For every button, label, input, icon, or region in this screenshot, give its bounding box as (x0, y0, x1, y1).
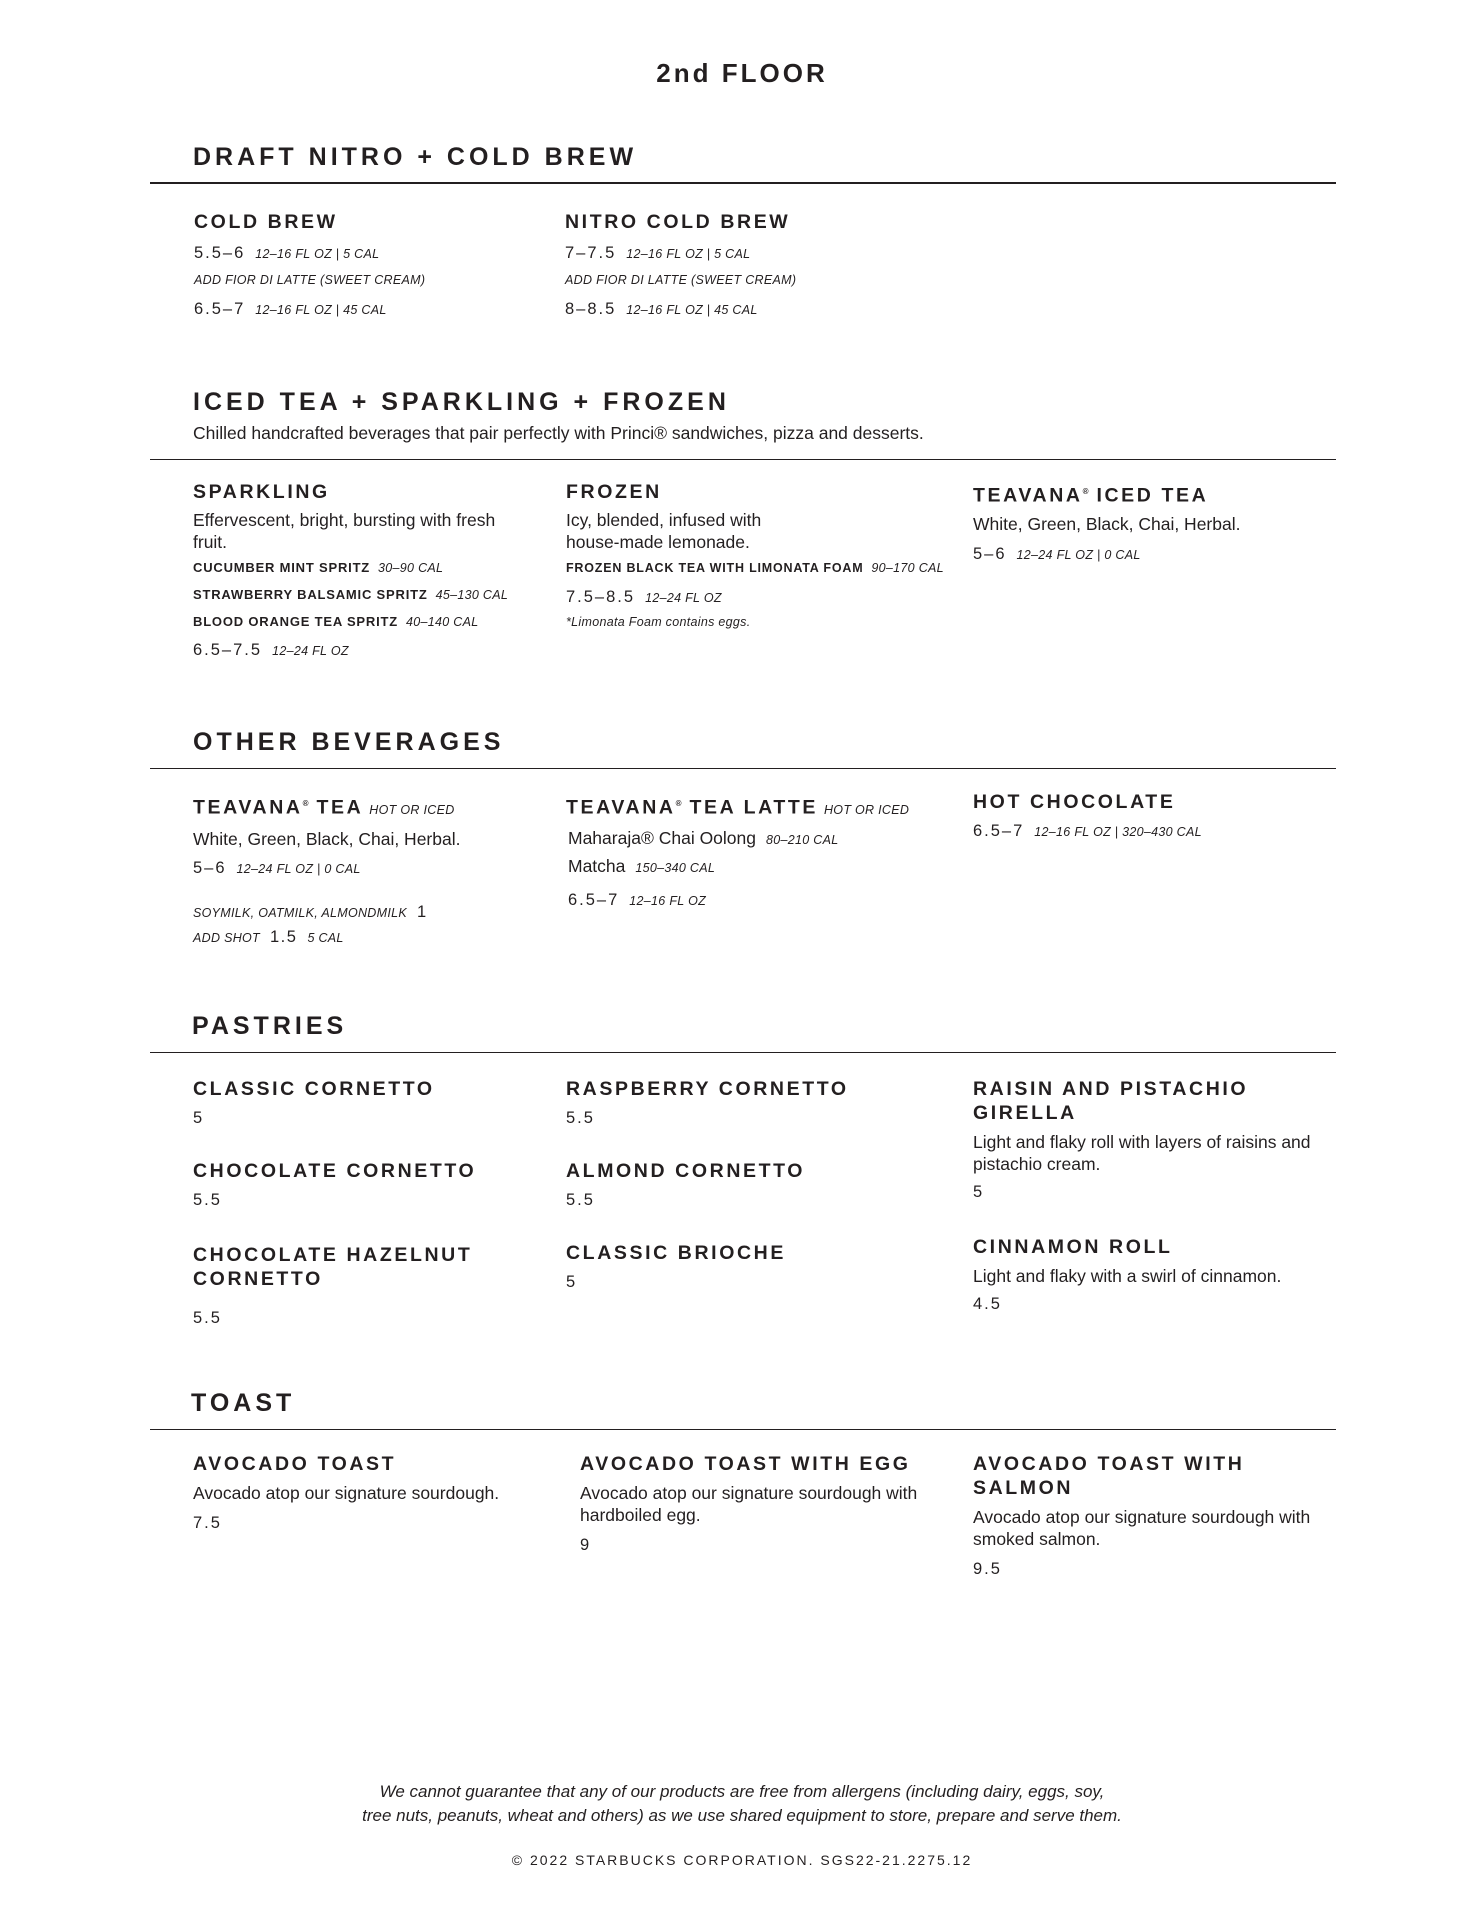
item-name: RAISIN AND PISTACHIO GIRELLA (973, 1078, 1249, 1124)
menu-item-raisin-pistachio-girella (973, 1077, 1313, 1203)
item-description: Avocado atop our signature sourdough with hardboiled egg. (580, 1483, 918, 1525)
item-name: CLASSIC BRIOCHE (566, 1242, 786, 1264)
price: 9 (580, 1536, 592, 1554)
menu-item-nitro-cold-brew (565, 210, 925, 321)
allergen-disclaimer: We cannot guarantee that any of our products are free from allergens (including dairy, eggs, soy, tree nuts, peanuts, wheat and others) as we use shared equipment to store, prepare and serve them. (362, 1782, 1122, 1825)
menu-item-iced-tea (973, 480, 1313, 566)
section-title-toast: TOAST (191, 1389, 296, 1417)
price-line (566, 586, 816, 609)
size-calories: 12–16 FL OZ | 45 CAL (255, 303, 387, 317)
item-name: AVOCADO TOAST WITH EGG (580, 1453, 911, 1475)
size-calories: 12–16 FL OZ | 320–430 CAL (1034, 825, 1202, 839)
price: 6.5–7 (568, 890, 620, 909)
price: 5.5 (566, 1191, 595, 1209)
item-name: SPARKLING (193, 481, 330, 503)
price: 6.5–7 (194, 300, 246, 318)
size-calories: 12–24 FL OZ | 0 CAL (236, 861, 361, 876)
section-description: Chilled handcrafted beverages that pair perfectly with Princi® sandwiches, pizza and desserts. (193, 423, 924, 443)
latte-option: Maharaja® Chai Oolong 80–210 CAL (568, 827, 839, 848)
menu-item-cold-brew (194, 210, 534, 321)
latte-option: Matcha 150–340 CAL (568, 855, 716, 876)
section-divider (150, 1052, 1336, 1053)
item-description: Avocado atop our signature sourdough. (193, 1483, 500, 1503)
floor-title: 2nd FLOOR (656, 58, 828, 88)
item-name: AVOCADO TOAST (193, 1453, 397, 1475)
size-calories: 12–24 FL OZ (272, 644, 349, 658)
price: 5.5 (193, 1191, 222, 1209)
menu-item-avocado-toast-salmon (973, 1452, 1313, 1580)
menu-item-almond-cornetto (566, 1159, 906, 1211)
shot-option: ADD SHOT 1.5 5 CAL (193, 927, 344, 946)
price-line (193, 639, 513, 662)
flavor-line: FROZEN BLACK TEA WITH LIMONATA FOAM 90–170 CAL (566, 561, 944, 575)
price: 4.5 (973, 1295, 1002, 1313)
addon-text: ADD FIOR DI LATTE (SWEET CREAM) (565, 273, 797, 287)
price: 5–6 (973, 544, 1007, 563)
menu-item-teavana-tea (193, 792, 533, 950)
section-title-iced: ICED TEA + SPARKLING + FROZEN (193, 388, 730, 416)
copyright: © 2022 STARBUCKS CORPORATION. SGS22-21.2275.12 (511, 1852, 973, 1868)
size-calories: 12–16 FL OZ (629, 893, 707, 908)
price: 7.5 (193, 1514, 222, 1532)
price: 7.5–8.5 (566, 588, 636, 606)
price: 7–7.5 (565, 244, 617, 262)
menu-item-avocado-toast-egg (580, 1452, 920, 1556)
menu-item-raspberry-cornetto (566, 1077, 906, 1129)
item-description: White, Green, Black, Chai, Herbal. (973, 513, 1241, 534)
item-name: TEAVANA® TEA HOT OR ICED (193, 796, 455, 819)
price-line (565, 242, 925, 265)
item-name: HOT CHOCOLATE (973, 791, 1176, 813)
size-calories: 12–16 FL OZ | 5 CAL (626, 247, 751, 261)
menu-item-classic-brioche (566, 1241, 906, 1293)
addon-text: ADD FIOR DI LATTE (SWEET CREAM) (194, 273, 426, 287)
menu-item-teavana-tea-latte (566, 792, 936, 912)
size-calories: 12–16 FL OZ | 45 CAL (626, 303, 758, 317)
menu-item-chocolate-hazelnut-cornetto (193, 1243, 523, 1329)
price-line (194, 298, 534, 321)
flavor-line: STRAWBERRY BALSAMIC SPRITZ 45–130 CAL (193, 587, 509, 602)
section-divider (150, 182, 1336, 184)
item-name: AVOCADO TOAST WITH SALMON (973, 1453, 1245, 1499)
price: 9.5 (973, 1560, 1002, 1578)
item-name: CINNAMON ROLL (973, 1236, 1173, 1258)
price-line (568, 889, 936, 912)
item-name: TEAVANA® ICED TEA (973, 484, 1209, 507)
section-divider (150, 459, 1336, 460)
price: 5 (973, 1183, 985, 1201)
price: 5.5 (193, 1309, 222, 1327)
menu-item-classic-cornetto (193, 1077, 513, 1129)
price: 5.5 (566, 1109, 595, 1127)
item-name: TEAVANA® TEA LATTE HOT OR ICED (566, 796, 910, 819)
item-name: NITRO COLD BREW (565, 211, 791, 233)
item-name: CHOCOLATE CORNETTO (193, 1160, 477, 1182)
menu-item-frozen (566, 480, 944, 629)
menu-item-chocolate-cornetto (193, 1159, 513, 1211)
item-description: Light and flaky with a swirl of cinnamon. (973, 1266, 1282, 1286)
price-line (193, 857, 533, 880)
item-description: Icy, blended, infused with house-made lemonade. (566, 510, 762, 552)
section-divider (150, 768, 1336, 769)
size-calories: 12–24 FL OZ | 0 CAL (1016, 547, 1141, 562)
section-title-other: OTHER BEVERAGES (193, 728, 505, 756)
menu-item-hot-chocolate (973, 790, 1313, 843)
price-line (973, 543, 1313, 566)
item-name: FROZEN (566, 481, 662, 503)
item-name: ALMOND CORNETTO (566, 1160, 806, 1182)
item-description: Light and flaky roll with layers of raisins and pistachio cream. (973, 1132, 1311, 1174)
price: 8–8.5 (565, 300, 617, 318)
menu-item-cinnamon-roll (973, 1235, 1313, 1315)
price: 5.5–6 (194, 244, 246, 262)
item-description: Avocado atop our signature sourdough with smoked salmon. (973, 1507, 1311, 1549)
price: 5 (193, 1109, 205, 1127)
item-name: CLASSIC CORNETTO (193, 1078, 435, 1100)
size-calories: 12–16 FL OZ | 5 CAL (255, 247, 380, 261)
price-line (565, 298, 925, 321)
item-name: RASPBERRY CORNETTO (566, 1078, 849, 1100)
item-name: COLD BREW (194, 211, 338, 233)
price-line (194, 242, 534, 265)
menu-item-avocado-toast (193, 1452, 553, 1534)
section-title-pastries: PASTRIES (192, 1012, 348, 1040)
section-divider (150, 1429, 1336, 1430)
size-calories: 12–24 FL OZ (645, 591, 722, 605)
price: 6.5–7.5 (193, 641, 263, 659)
item-description: Effervescent, bright, bursting with fresh fruit. (193, 510, 496, 552)
price: 5–6 (193, 858, 227, 877)
hot-or-iced-tag: HOT OR ICED (369, 802, 455, 817)
hot-or-iced-tag: HOT OR ICED (823, 802, 910, 817)
menu-item-sparkling (193, 480, 513, 662)
allergen-note: *Limonata Foam contains eggs. (566, 615, 751, 629)
milk-option: SOYMILK, OATMILK, ALMONDMILK 1 (193, 902, 428, 921)
item-description: White, Green, Black, Chai, Herbal. (193, 828, 461, 849)
section-title-draft: DRAFT NITRO + COLD BREW (193, 143, 638, 171)
price-line (973, 820, 1313, 843)
price: 6.5–7 (973, 822, 1025, 840)
price: 5 (566, 1273, 578, 1291)
flavor-line: CUCUMBER MINT SPRITZ 30–90 CAL (193, 560, 444, 575)
item-name: CHOCOLATE HAZELNUT CORNETTO (193, 1244, 473, 1290)
flavor-line: BLOOD ORANGE TEA SPRITZ 40–140 CAL (193, 614, 479, 629)
